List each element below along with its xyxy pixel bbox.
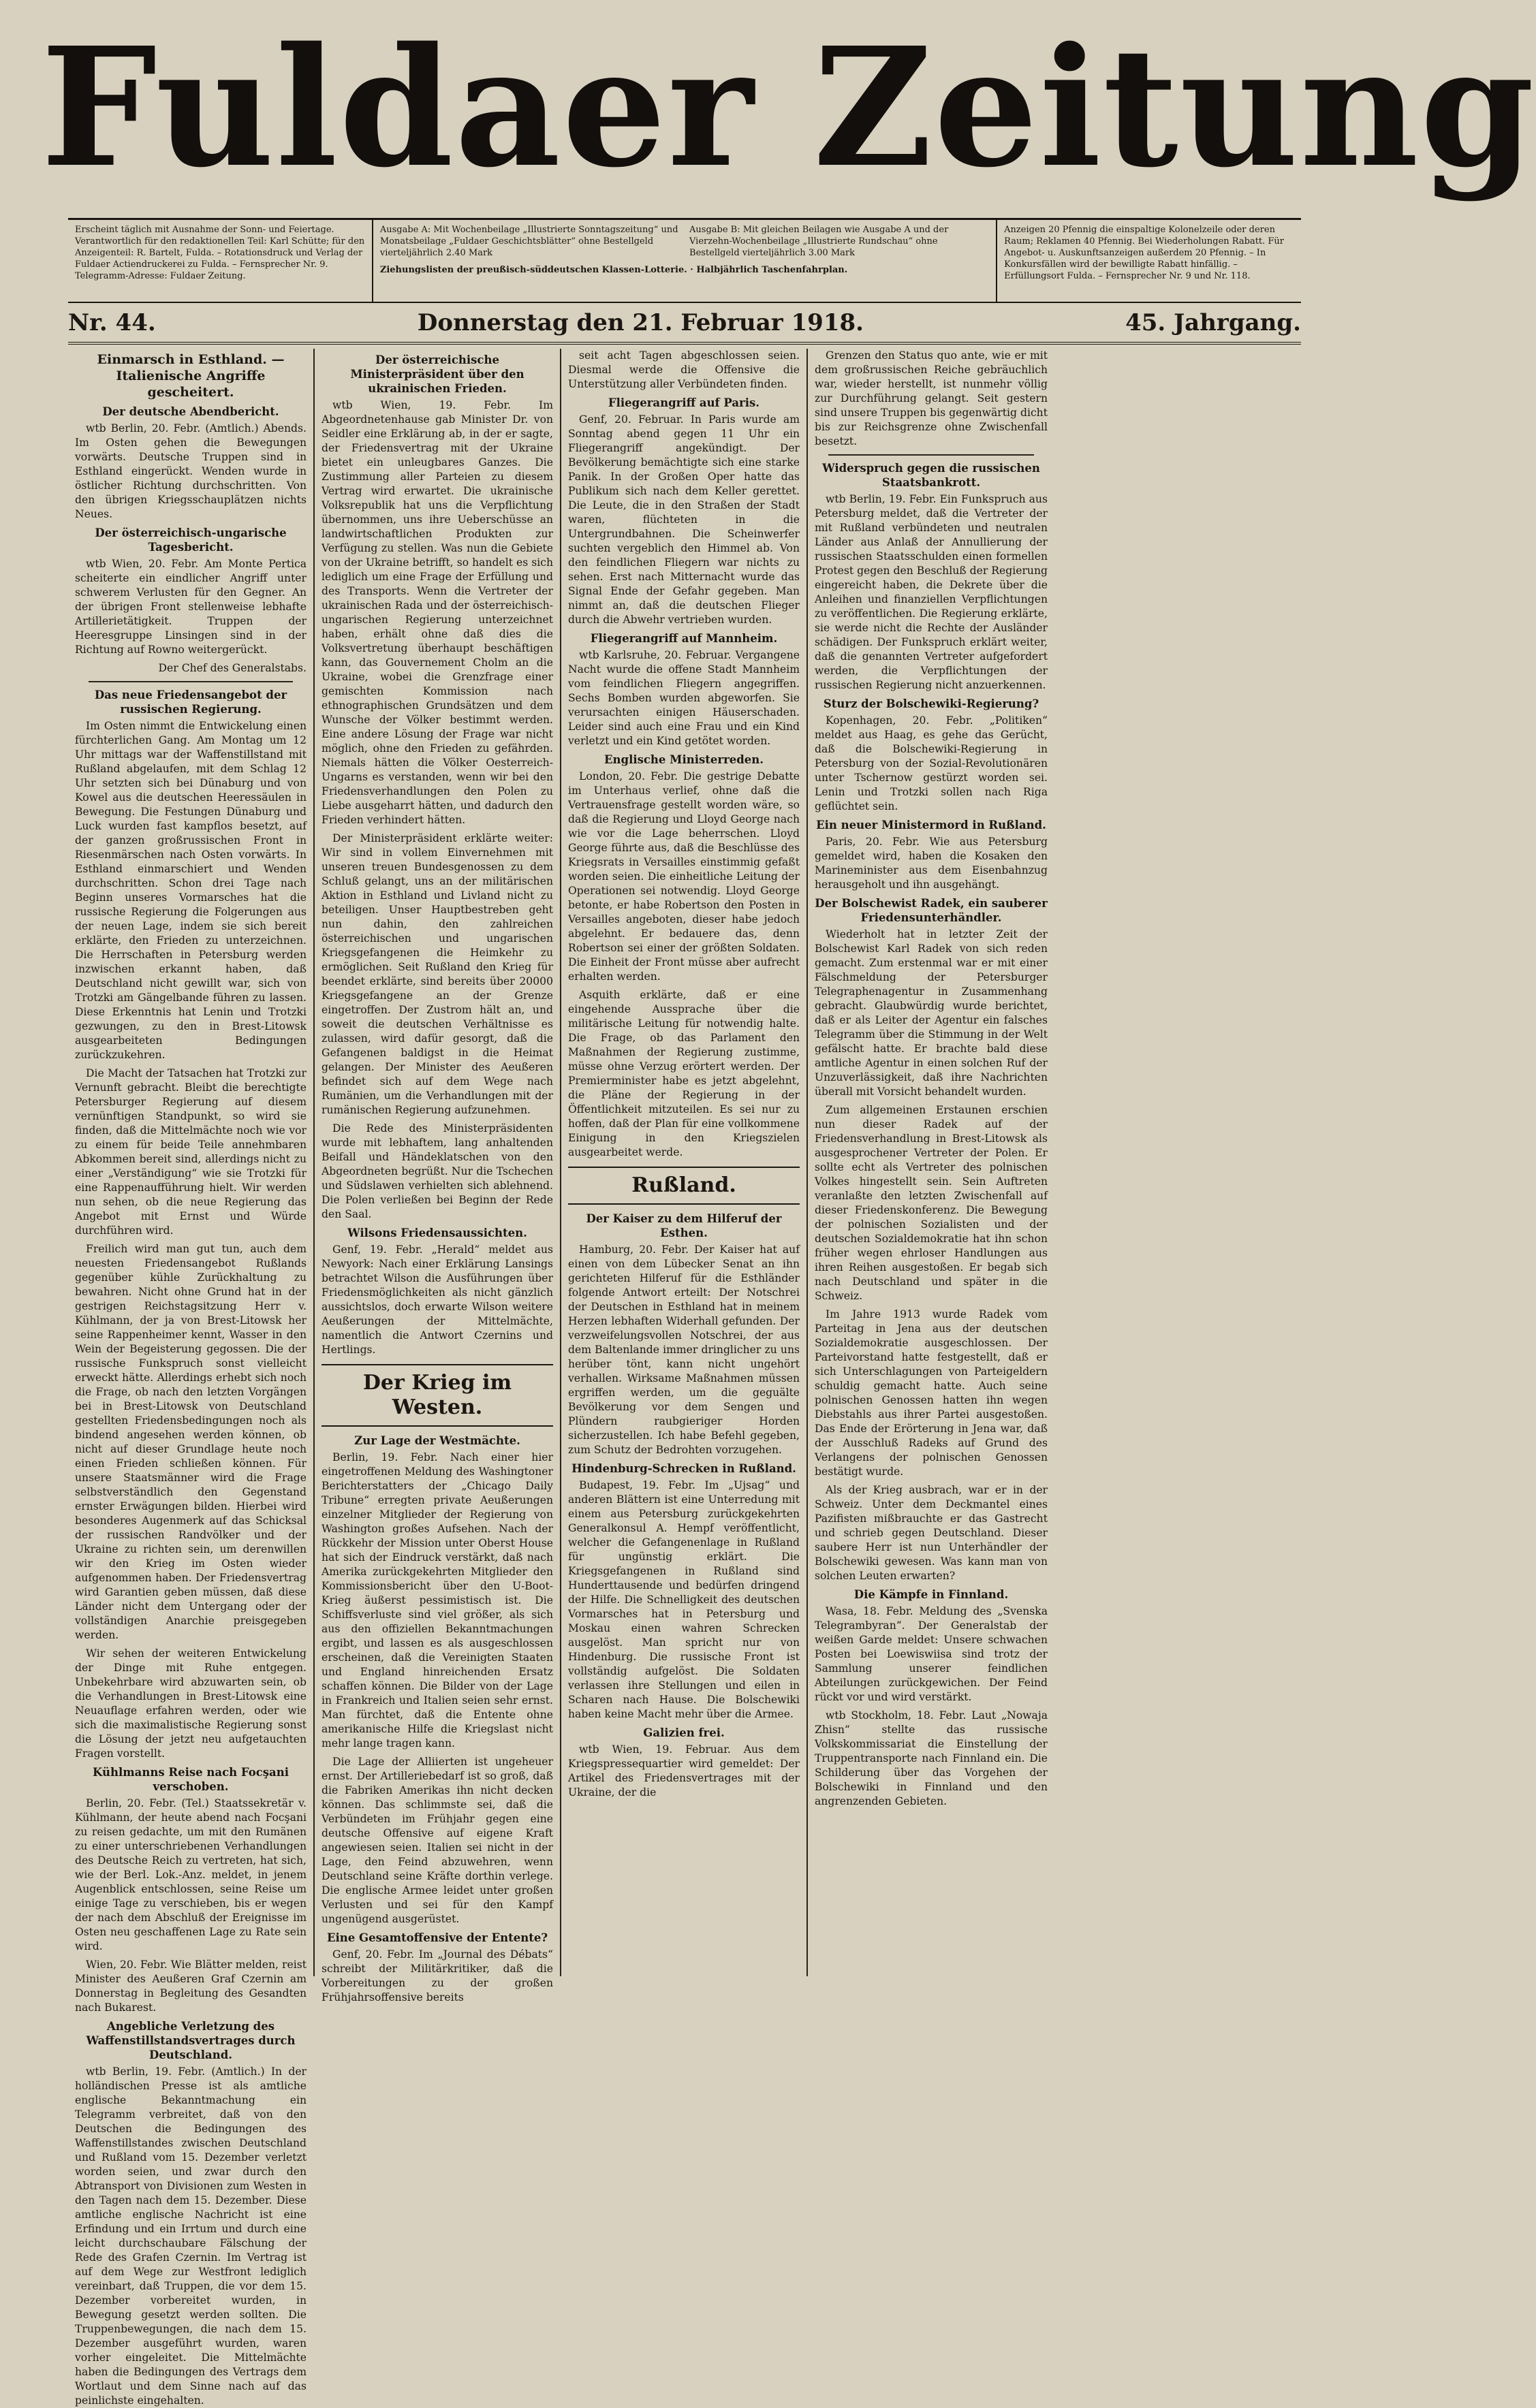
subheadline: Ein neuer Ministermord in Rußland. [816,819,1046,831]
article-text: Die Lage der Alliierten ist ungeheuer ernst. Der Artilleriebedarf ist so groß, daß die Fabriken Amerikas ihn nicht decken können. Das schlimmste sei, daß die Verbündeten im Frühjahr gegen eine deutsche Offensive auf eigene Kraft angewiesen seien. Italien sei nicht in der Lage, den Feind abzuwehren, wenn Deutschland seine Kräfte dorthin verlege. Die englische Armee leidet unter großen Verlusten und sei für den Kampf ungenügend ausgerüstet. [322,1756,553,1925]
subheadline: Der deutsche Abendbericht. [102,405,279,418]
article-text: Im Jahre 1913 wurde Radek vom Parteitag in Jena aus der deutschen Sozialdemokratie ausgeschlossen. Der Parteivorstand hatte festgestellt, daß er sich Unterschlagungen von Parteigeldern schuldig gemacht hatte. Auch seine polnischen Genossen hatten ihn wegen Diebstahls aus ihrer Partei ausgestoßen. Das Ende der Erörterung in Jena war, daß der Ausschluß Radeks auf Grund des Verlangens der polnischen Genossen bestätigt wurde. [815,1308,1048,1478]
article-text: Wiederholt hat in letzter Zeit der Bolschewist Karl Radek von sich reden gemacht. Zum erstenmal war er mit einer Fälschmeldung der Petersburger Telegraphenagentur in Zusammenhang gebracht. Glaubwürdig wurde berichtet, daß er als Leiter der Agentur ein falsches Telegramm über die Stimmung in der Welt gefälscht hatte. Er brachte bald diese amtliche Agentur in einen solchen Ruf der Unzuverlässigkeit, daß ihre Nachrichten überall mit Vorsicht behandelt wurden. [815,928,1048,1098]
article-text: wtb Berlin, 19. Febr. Ein Funkspruch aus Petersburg meldet, daß die Vertreter der mit Rußland verbündeten und neutralen Länder aus Anlaß der Annullierung der russischen Staatsschulden einen formellen Protest gegen den Beschluß der Regierung eingereicht haben, die Dekrete über die Anleihen und finanziellen Verpflichtungen zu veröffentlichen. Die Regierung erklärte, sie werde nicht die Rechte der Ausländer schädigen. Der Funkspruch erklärt weiter, daß die genannten Vertreter aufgefordert werden, die Verpflichtungen der russischen Regierung nicht anzuerkennen. [815,493,1048,691]
lottery-line: Ziehungslisten der preußisch-süddeutschen Klassen-Lotterie. · Halbjährlich Taschenfahrplan. [379,265,848,275]
subheadline: Zur Lage der Westmächte. [354,1434,520,1447]
article-text: wtb Wien, 19. Februar. Aus dem Kriegspressequartier wird gemeldet: Der Artikel des Friedensvertrages mit der Ukraine, der die [568,1743,800,1799]
article-text: Wir sehen der weiteren Entwickelung der Dinge mit Ruhe entgegen. Unbekehrbare wird abzuwarten sein, ob die Verhandlungen in Brest-Litowsk eine Neuauflage erfahren werden, oder wie sich die maximalistische Regierung sonst die Lösung der jetzt neu aufgetauchten Fragen vorstellt. [75,1647,307,1760]
subheadline: Der österreichische Ministerpräsident über den ukrainischen Frieden. [350,353,524,395]
article-text: Der Ministerpräsident erklärte weiter: Wir sind in vollem Einvernehmen mit unseren treuen Bundesgenossen zu dem Schluß gelangt, uns an der militärischen Aktion in Esthland und Livland nicht zu beteiligen. Unser Hauptbestreben geht nun dahin, den zahlreichen österreichischen und ungarischen Kriegsgefangenen die Heimkehr zu ermöglichen. Seit Rußland den Krieg für beendet erklärte, sind bereits über 20000 Kriegsgefangene an der Grenze eingetroffen. Der Zustrom hält an, und soweit die deutschen Verhältnisse es zulassen, wird dafür gesorgt, daß die Gefangenen baldigst in die Heimat gelangen. Der Minister des Aeußeren befindet sich auf dem Wege nach Rumänien, um die Verhandlungen mit der rumänischen Regierung aufzunehmen. [322,832,553,1116]
divider [828,454,1034,456]
divider [89,681,293,682]
article-text: London, 20. Febr. Die gestrige Debatte im Unterhaus verlief, ohne daß die Vertrauensfrage gestellt worden wäre, so daß die Regierung und Lloyd George nach wie vor die Lage beherrschen. Lloyd George führte aus, daß die Beschlüsse des Kriegsrats in Versailles einstimmig gefaßt worden seien. Die einheitliche Leitung der Operationen sei notwendig. Lloyd George betonte, er habe Robertson den Posten in Versailles angeboten, dieser habe jedoch abgelehnt. Er bedauere das, denn Robertson sei einer der größten Soldaten. Die Einheit der Front müsse aber aufrecht erhalten werden. [568,770,800,983]
subheadline: Die Kämpfe in Finnland. [853,1588,1009,1601]
subheadline: Sturz der Bolschewiki-Regierung? [823,697,1039,710]
headline: Einmarsch in Esthland. — Italienische Angriffe gescheitert. [97,352,285,400]
subheadline: Fliegerangriff auf Paris. [608,396,760,409]
article-text: Die Macht der Tatsachen hat Trotzki zur Vernunft gebracht. Bleibt die berechtigte Petersburger Regierung auf diesem vernünftigen Standpunkt, so wird sie finden, daß die Mittelmächte noch wie vor zu einem für beide Teile annehmbaren Abkommen bereit sind, allerdings nicht zu einer „Verständigung“ wie sie Trotzki für eine Rappenaufführung hielt. Wir werden nun sehen, ob die neue Regierung das Angebot mit Ernst und Würde durchführen wird. [75,1067,307,1237]
publisher-info: Erscheint täglich mit Ausnahme der Sonn- und Feiertage. Verantwortlich für den redaktionellen Teil: Karl Schütte; für den Anzeigenteil: R. Bartelt, Fulda. – Rotationsdruck und Verlag der Fuldaer Actiendruckerei zu Fulda. – Fernsprecher Nr. 9. Telegramm-Adresse: Fuldaer Zeitung. [68,220,373,302]
masthead-title: Fuldaer Zeitung [41,12,1536,204]
article-text: Die Rede des Ministerpräsidenten wurde mit lebhaftem, lang anhaltenden Beifall und Händeklatschen von den Abgeordneten begrüßt. Nur die Tschechen und Südslawen verhielten sich ablehnend. Die Polen verließen bei Beginn der Rede den Saal. [322,1122,553,1220]
article-text: Asquith erklärte, daß er eine eingehende Aussprache über die militärische Leitung für notwendig halte. Die Frage, ob das Parlament den Maßnahmen der Regierung zustimme, müsse ohne Verzug erörtert werden. Der Premierminister habe es jetzt abgelehnt, die Pläne der Regierung in der Öffentlichkeit mitzuteilen. Es sei nur zu hoffen, daß der Plan für eine vollkommene Einigung in den Kriegszielen ausgearbeitet werde. [568,989,800,1158]
article-text: wtb Berlin, 19. Febr. (Amtlich.) In der holländischen Presse ist als amtliche englische Bekanntmachung ein Telegramm verbreitet, daß von den Deutschen die Bedingungen des Waffenstillstandes zwischen Deutschland und Rußland vom 15. Dezember verletzt worden seien, und zwar durch den Abtransport von Divisionen zum Westen in den Tagen nach dem 15. Dezember. Diese amtliche englische Nachricht ist eine Erfindung und ein Irrtum und durch eine leicht durchschaubare Fälschung der Rede des Grafen Czernin. Im Vertrag ist auf dem Wege zur Westfront lediglich vereinbart, daß Truppen, die vor dem 15. Dezember vorbereitet wurden, in Bewegung gesetzt werden sollten. Die Truppenbewegungen, die nach dem 15. Dezember ausgeführt wurden, waren vorher eingeleitet. Die Mittelmächte haben die Bedingungen des Vertrags dem Wortlaut und dem Sinne nach auf das peinlichste eingehalten. [75,2065,307,2407]
article-text: Genf, 19. Febr. „Herald“ meldet aus Newyork: Nach einer Erklärung Lansings betrachtet Wilson die Ausführungen über Friedensmöglichkeiten als nicht gänzlich aussichtslos, doch erwarte Wilson weitere Aeußerungen der Mittelmächte, namentlich die Antwort Czernins und Hertlings. [322,1243,553,1356]
issue-date: Donnerstag den 21. Februar 1918. [417,309,864,336]
article-text: Genf, 20. Februar. In Paris wurde am Sonntag abend gegen 11 Uhr ein Fliegerangriff angekündigt. Der Bevölkerung bemächtigte sich eine starke Panik. In der Großen Oper hatte das Publikum sich nach dem Keller gerettet. Die Leute, die in den Straßen der Stadt waren, flüchteten in die Untergrundbahnen. Die Scheinwerfer suchten vergeblich den Himmel ab. Von den feindlichen Fliegern war nichts zu sehen. Erst nach Mitternacht wurde das Signal Ende der Gefahr gegeben. Man nimmt an, daß die deutschen Flieger durch die Abwehr vertrieben wurden. [568,413,800,626]
article-text: wtb Berlin, 20. Febr. (Amtlich.) Abends. Im Osten gehen die Bewegungen vorwärts. Deutsche Truppen sind in Esthland eingerückt. Wenden wurde in östlicher Richtung durchschritten. Von den übrigen Kriegsschauplätzen nichts Neues. [75,422,307,520]
article-text: Genf, 20. Febr. Im „Journal des Débats“ schreibt der Militärkritiker, daß die Vorbereitungen zu der großen Frühjahrsoffensive bereits [322,1948,553,2003]
column-1 [68,349,315,2407]
article-text: Als der Krieg ausbrach, war er in der Schweiz. Unter dem Deckmantel eines Pazifisten mißbrauchte er das Gastrecht und schrieb gegen Deutschland. Dieser saubere Herr ist nun Unterhändler der Bolschewiki gewesen. Was kann man von solchen Leuten erwarten? [815,1484,1048,1582]
article-text: wtb Stockholm, 18. Febr. Laut „Nowaja Zhisn“ stellte das russische Volkskommissariat die Einstellung der Truppentransporte nach Finnland ein. Die Schilderung über das Vorgehen der Bolschewiki in Finnland und den angrenzenden Gebieten. [815,1709,1048,1807]
subheadline: Der Bolschewist Radek, ein sauberer Friedensunterhändler. [815,897,1048,924]
column-4 [808,349,1054,1976]
subheadline: Angebliche Verletzung des Waffenstillstandsvertrages durch Deutschland. [86,2020,296,2061]
edition-a: Ausgabe A: Mit Wochenbeilage „Illustrierte Sonntagszeitung“ und Monatsbeilage „Fuldaer Geschichtsblätter“ ohne Bestellgeld vierteljährlich 2.40 Mark [379,225,678,258]
issue-number: Nr. 44. [68,309,156,336]
subheadline: Galizien frei. [643,1726,725,1739]
signature: Der Chef des Generalstabs. [158,662,307,674]
volume-year: 45. Jahrgang. [1125,309,1301,336]
subheadline: Fliegerangriff auf Mannheim. [590,632,778,645]
edition-b: Ausgabe B: Mit gleichen Beilagen wie Ausgabe A und der Vierzehn-Wochenbeilage „Illustrierte Rundschau“ ohne Bestellgeld vierteljährlich 3.00 Mark [689,225,949,258]
section-heading: Rußland. [568,1167,800,1205]
article-text: Wasa, 18. Febr. Meldung des „Svenska Telegrambyran“. Der Generalstab der weißen Garde meldet: Unsere schwachen Posten bei Loewiswiisa sind trotz der Sammlung unserer feindlichen Abteilungen zurückgewichen. Der Feind rückt vor und wird verstärkt. [815,1605,1048,1703]
article-text: seit acht Tagen abgeschlossen seien. Diesmal werde die Offensive die Unterstützung aller Verbündeten finden. [568,349,800,390]
advert-rates: Anzeigen 20 Pfennig die einspaltige Kolonelzeile oder deren Raum; Reklamen 40 Pfennig. Bei Wiederholungen Rabatt. Für Angebot- u. Auskunftsanzeigen außerdem 20 Pfennig. – In Konkursfällen wird der bewilligte Rabatt hinfällig. – Erfüllungsort Fulda. – Fernsprecher Nr. 9 und Nr. 118. [1004,225,1285,281]
article-text: Kopenhagen, 20. Febr. „Politiken“ meldet aus Haag, es gehe das Gerücht, daß die Bolschewiki-Regierung in Petersburg von der Sozial-Revolutionären unter Tschernow gestürzt worden sei. Lenin und Trotzki sollen nach Riga geflüchtet sein. [815,714,1048,812]
subheadline: Englische Ministerreden. [604,753,764,766]
article-text: Budapest, 19. Febr. Im „Ujsag“ und anderen Blättern ist eine Unterredung mit einem aus Petersburg zurückgekehrten Generalkonsul A. Hempf veröffentlicht, welcher die Gefangenenlage in Rußland für ungünstig erklärt. Die Kriegsgefangenen in Rußland sind Hunderttausende und bedürfen dringend der Hilfe. Die Schnelligkeit des deutschen Vormarsches hat in Petersburg und Moskau einen wahren Schrecken ausgelöst. Man spricht nur von Hindenburg. Die russische Front ist vollständig aufgelöst. Die Soldaten verlassen ihre Stellungen und eilen in Scharen nach Hause. Die Bolschewiki haben keine Macht mehr über die Armee. [568,1479,800,1720]
subheadline: Der Kaiser zu dem Hilferuf der Esthen. [586,1212,782,1239]
subheadline: Das neue Friedensangebot der russischen Regierung. [94,688,287,716]
subheadline: Hindenburg-Schrecken in Rußland. [571,1462,796,1475]
article-text: Berlin, 20. Febr. (Tel.) Staatssekretär v. Kühlmann, der heute abend nach Focşani zu reisen gedachte, um mit den Rumänen zu einer unterschriebenen Verhandlungen des Deutsche Reich zu vertreten, hat sich, wie der Berl. Lok.-Anz. meldet, in jenem Augenblick entschlossen, seine Reise um einige Tage zu verschieben, bis er wegen der nach dem Abschluß der Ereignisse im Osten neu geschaffenen Lage zu Rate sein wird. [75,1797,307,1952]
column-3 [561,349,808,1976]
section-heading: Der Krieg im Westen. [322,1364,553,1427]
subscription-info [373,220,997,302]
article-text: wtb Wien, 20. Febr. Am Monte Pertica scheiterte ein eindlicher Angriff unter schwerem Verlusten für den Gegner. An der übrigen Front stellenweise lebhafte Artillerietätigkeit. Truppen der Heeresgruppe Linsingen sind in der Richtung auf Rowno weitergerückt. [75,558,307,656]
article-text: Im Osten nimmt die Entwickelung einen fürchterlichen Gang. Am Montag um 12 Uhr mittags war der Waffenstillstand mit Rußland abgelaufen, mit dem Schlag 12 Uhr setzten sich bei Dünaburg und von Kowel aus die deutschen Heeressäulen in Bewegung. Die Festungen Dünaburg und Luck wurden fast kampflos besetzt, auf der ganzen großrussischen Front in Riesenmärschen nach Osten vorwärts. In Esthland einmarschiert und Wenden durchschritten. Schon drei Tage nach Beginn unseres Vormarsches hat die russische Regierung die Folgerungen aus der neuen Lage, indem sie sich bereit erklärte, den Frieden zu unterzeichnen. Die Herrschaften in Petersburg werden inzwischen erkannt haben, daß Deutschland nicht gewillt war, sich von Trotzki am Gängelbande führen zu lassen. Diese Erkenntnis hat Lenin und Trotzki gezwungen, zu den in Brest-Litowsk ausgearbeiteten Bedingungen zurückzukehren. [75,720,307,1061]
subheadline: Widerspruch gegen die russischen Staatsbankrott. [822,462,1040,489]
dateline [68,304,1301,345]
subheadline: Eine Gesamtoffensive der Entente? [326,1931,548,1944]
column-2 [315,349,561,2003]
article-text: Wien, 20. Febr. Wie Blätter melden, reist Minister des Aeußeren Graf Czernin am Donnerstag in Begleitung des Gesandten nach Bukarest. [75,1959,307,2014]
article-text: Berlin, 19. Febr. Nach einer hier eingetroffenen Meldung des Washingtoner Berichterstatters der „Chicago Daily Tribune“ erregten private Aeußerungen einzelner Mitglieder der Regierung von Washington großes Aufsehen. Nach der Rückkehr der Mission unter Oberst House hat sich der Eindruck verstärkt, daß nach Amerika zurückgekehrten Mitglieder den Kommissionsbericht über den U-Boot-Krieg äußerst pessimistisch ist. Die Schiffsverluste sind viel größer, als sich aus den offiziellen Bekanntmachungen ergibt, und lassen es als ausgeschlossen erscheinen, daß die Vereinigten Staaten und England hinreichenden Ersatz schaffen können. Die Bilder von der Lage in Frankreich und Italien seien sehr ernst. Man fürchtet, daß die Entente ohne amerikanische Hilfe die Kriegslast nicht mehr lange tragen kann. [322,1451,553,1749]
subheadline: Wilsons Friedensaussichten. [347,1226,527,1239]
subheadline: Kühlmanns Reise nach Focşani verschoben. [92,1766,289,1793]
article-text: Freilich wird man gut tun, auch dem neuesten Friedensangebot Rußlands gegenüber kühle Zurückhaltung zu bewahren. Nicht ohne Grund hat in der gestrigen Reichstagsitzung Herr v. Kühlmann, der ja von Brest-Litowsk her seine Rappenheimer kennt, Wasser in den Wein der Begeisterung gegossen. Die der russische Funkspruch sonst vielleicht erweckt hätte. Allerdings erhebt sich noch die Frage, ob nach den letzten Vorgängen bei in Brest-Litowsk von Deutschland gestellten Friedensbedingungen noch als bindend angesehen werden können, ob nicht auf dieser Grundlage heute noch einen Frieden schließen können. Für unsere Staatsmänner wird die Frage selbstverständlich den Gegenstand ernster Erwägungen bilden. Hierbei wird besonderes Augenmerk auf das Schicksal der russischen Randvölker und der Ukraine zu richten sein, um derenwillen wir den Krieg im Osten wieder aufgenommen haben. Der Friedensvertrag wird Garantien geben müssen, daß diese Länder nicht dem Untergang oder der vollständigen Anarchie preisgegeben werden. [75,1243,307,1641]
article-text: Paris, 20. Febr. Wie aus Petersburg gemeldet wird, haben die Kosaken den Marineminister aus dem Eisenbahnzug herausgeholt und ihn ausgehängt. [815,836,1048,891]
article-text: wtb Karlsruhe, 20. Februar. Vergangene Nacht wurde die offene Stadt Mannheim vom feindlichen Fliegern angegriffen. Sechs Bomben wurden abgeworfen. Sie verursachten einigen Häuserschaden. Leider sind auch eine Frau und ein Kind verletzt und ein Kind getötet worden. [568,649,800,747]
article-columns [68,349,1301,2407]
article-text: Hamburg, 20. Febr. Der Kaiser hat auf einen von dem Lübecker Senat an ihn gerichteten Hilferuf für die Esthländer folgende Antwort erteilt: Der Notschrei der Deutschen in Esthland hat in meinem Herzen lebhaften Widerhall gefunden. Der verzweifelungsvollen Notschrei, der aus dem Baltenlande immer dringlicher zu uns herüber tönt, kann nicht ungehört verhallen. Wirksame Maßnahmen müssen ergriffen werden, um die geguälte Bevölkerung vor dem Sengen und Plündern raubgieriger Horden sicherzustellen. Ich habe Befehl gegeben, zum Schutz der Bedrohten vorzugehen. [568,1243,800,1456]
subheadline: Der österreichisch-ungarische Tagesbericht. [95,526,287,554]
article-text: Zum allgemeinen Erstaunen erschien nun dieser Radek auf der Friedensverhandlung in Brest-Litowsk als ausgesprochener Vertreter der Polen. Er sollte echt als Vertreter des polnischen Volkes hingestellt sein. Sein Auftreten veranlaßte den letzten Zwischenfall auf dieser Friedenskonferenz. Die Bewegung der polnischen Sozialisten und der deutschen Sozialdemokratie hat ihn schon früher wegen ehrloser Handlungen aus ihren Reihen ausgestoßen. Er begab sich nach Deutschland und später in die Schweiz. [815,1104,1048,1302]
info-bar [68,218,1301,303]
article-text: Grenzen den Status quo ante, wie er mit dem großrussischen Reiche gebräuchlich war, wieder herstellt, ist nunmehr völlig zur Durchführung gelangt. Seit gestern sind unsere Truppen bis gegenwärtig dicht bis zur Reichsgrenze ohne Zwischenfall besetzt. [815,349,1048,447]
article-text: wtb Wien, 19. Febr. Im Abgeordnetenhause gab Minister Dr. von Seidler eine Erklärung ab, in der er sagte, der Friedensvertrag mit der Ukraine bietet ein unleugbares Ganzes. Die Zustimmung aller Parteien zu diesem Vertrag wird erwartet. Die ukrainische Volksrepublik hat uns die Verpflichtung übernommen, uns ihre Ueberschüsse an landwirtschaftlichen Produkten zur Verfügung zu stellen. Was nun die Gebiete von der Ukraine betrifft, so handelt es sich lediglich um eine Frage der Erfüllung und des Transports. Wenn die Vertreter der ukrainischen Rada und der österreichisch-ungarischen Regierung unterzeichnet haben, erhält ohne daß dies die Volksvertretung überhaupt beschäftigen kann, das Gouvernement Cholm an die Ukraine, wobei die Grenzfrage einer gemischten Kommission nach ethnographischen Grundsätzen und dem Wunsche der Völker bestimmt werden. Eine andere Lösung der Frage war nicht möglich, ohne den Frieden zu gefährden. Niemals hätten die Völker Oesterreich-Ungarns es verstanden, wenn wir bei den Friedensverhandlungen den Polen zu Liebe ausgeharrt hätten, und dadurch den Frieden verhindert hätten. [322,399,553,826]
